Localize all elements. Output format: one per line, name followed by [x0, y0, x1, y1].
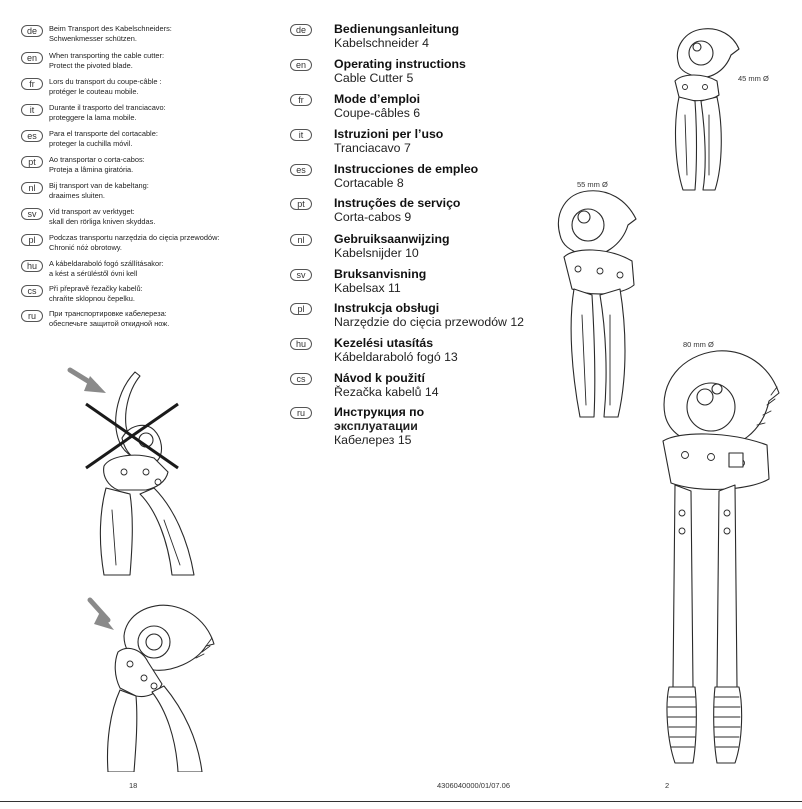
manual-subtitle: Corta-cabos 9: [334, 210, 412, 224]
page-number-left: 18: [129, 781, 138, 790]
note-line: draaimes sluiten.: [49, 191, 105, 200]
manual-subtitle: Кабелерез 15: [334, 433, 412, 447]
manual-subtitle: Kabelschneider 4: [334, 36, 430, 50]
lang-badge-cs: cs: [21, 285, 43, 297]
note-line: Protect the pivoted blade.: [49, 61, 133, 70]
note-line: обеспечьте защитой откидной нож.: [49, 319, 170, 328]
note-line: При транспортировке кабелереза:: [49, 309, 167, 318]
manual-title: Bruksanvisning: [334, 267, 427, 281]
note-line: proteggere la lama mobile.: [49, 113, 137, 122]
size-label-80: 80 mm Ø: [683, 340, 714, 349]
manual-title: Instruções de serviço: [334, 196, 461, 210]
bottom-divider: [0, 801, 802, 802]
warning-arrow-icon: [70, 370, 106, 393]
lang-badge-es: es: [21, 130, 43, 142]
manual-subtitle: Coupe-câbles 6: [334, 106, 421, 120]
lang-badge-nl: nl: [290, 234, 312, 246]
note-line: skall den rörliga kniven skyddas.: [49, 217, 156, 226]
note-line: Při přepravě řezačky kabelů:: [49, 284, 143, 293]
note-line: A kábeldaraboló fogó szállításakor:: [49, 259, 164, 268]
lang-badge-sv: sv: [290, 269, 312, 281]
note-line: protéger le couteau mobile.: [49, 87, 139, 96]
lang-badge-en: en: [21, 52, 43, 64]
lang-badge-pt: pt: [21, 156, 43, 168]
note-line: Para el transporte del cortacable:: [49, 129, 158, 138]
size-label-45: 45 mm Ø: [738, 74, 769, 83]
manual-subtitle: Kábeldaraboló fogó 13: [334, 350, 458, 364]
manual-title: Kezelési utasítás: [334, 336, 434, 350]
wrong-transport-illustration: [60, 360, 210, 580]
lang-badge-de: de: [21, 25, 43, 37]
manual-title-line2: эксплуатации: [334, 419, 418, 433]
manual-subtitle: Tranciacavo 7: [334, 141, 411, 155]
manual-subtitle: Cortacable 8: [334, 176, 404, 190]
note-line: Chronić nóż obrotowy.: [49, 243, 122, 252]
lang-badge-pl: pl: [21, 234, 43, 246]
note-line: a kést a sérüléstől óvni kell: [49, 269, 138, 278]
cable-cutter-55mm-illustration: [550, 185, 650, 425]
manual-title: Operating instructions: [334, 57, 466, 71]
note-line: Ao transportar o corta-cabos:: [49, 155, 145, 164]
lang-badge-fr: fr: [21, 78, 43, 90]
note-line: Vid transport av verktyget:: [49, 207, 135, 216]
lang-badge-nl: nl: [21, 182, 43, 194]
lang-badge-pt: pt: [290, 198, 312, 210]
document-number: 4306040000/01/07.06: [437, 781, 510, 790]
correct-transport-illustration: [80, 592, 230, 772]
manual-title: Bedienungsanleitung: [334, 22, 460, 36]
manual-title: Instrukcja obsługi: [334, 301, 440, 315]
cable-cutter-open-blade-icon: [100, 372, 194, 575]
lang-badge-pl: pl: [290, 303, 312, 315]
lang-badge-en: en: [290, 59, 312, 71]
manual-title: Mode d’emploi: [334, 92, 421, 106]
cable-cutter-80mm-illustration: [645, 345, 785, 770]
cable-cutter-closed-blade-icon: [108, 605, 215, 772]
note-line: proteger la cuchilla móvil.: [49, 139, 133, 148]
manual-title: Gebruiksaanwijzing: [334, 232, 450, 246]
note-line: Beim Transport des Kabelschneiders:: [49, 24, 172, 33]
manual-title: Instrucciones de empleo: [334, 162, 479, 176]
note-line: Podczas transportu narzędzia do cięcia przewodów:: [49, 233, 220, 242]
size-label-55: 55 mm Ø: [577, 180, 608, 189]
lang-badge-hu: hu: [290, 338, 312, 350]
lang-badge-it: it: [21, 104, 43, 116]
manual-title: Инструкция по: [334, 405, 425, 419]
manual-subtitle: Řezačka kabelů 14: [334, 385, 439, 399]
note-line: chraňte sklopnou čepelku.: [49, 294, 135, 303]
lang-badge-es: es: [290, 164, 312, 176]
manual-title: Istruzioni per l’uso: [334, 127, 444, 141]
note-line: Bij transport van de kabeltang:: [49, 181, 149, 190]
lang-badge-ru: ru: [290, 407, 312, 419]
manual-subtitle: Kabelsax 11: [334, 281, 401, 295]
manual-subtitle: Kabelsnijder 10: [334, 246, 419, 260]
manual-title: Návod k použití: [334, 371, 425, 385]
lang-badge-hu: hu: [21, 260, 43, 272]
lang-badge-cs: cs: [290, 373, 312, 385]
lang-badge-sv: sv: [21, 208, 43, 220]
lang-badge-de: de: [290, 24, 312, 36]
note-line: When transporting the cable cutter:: [49, 51, 165, 60]
page-number-right: 2: [665, 781, 670, 790]
cable-cutter-45mm-illustration: [655, 25, 755, 195]
lang-badge-it: it: [290, 129, 312, 141]
lang-badge-ru: ru: [21, 310, 43, 322]
note-line: Proteja a lâmina giratória.: [49, 165, 134, 174]
note-line: Durante il trasporto del tranciacavo:: [49, 103, 166, 112]
note-line: Schwenkmesser schützen.: [49, 34, 137, 43]
lang-badge-fr: fr: [290, 94, 312, 106]
note-line: Lors du transport du coupe-câble :: [49, 77, 162, 86]
direction-arrow-icon: [90, 600, 114, 630]
manual-subtitle: Cable Cutter 5: [334, 71, 414, 85]
manual-subtitle: Narzędzie do cięcia przewodów 12: [334, 315, 525, 329]
